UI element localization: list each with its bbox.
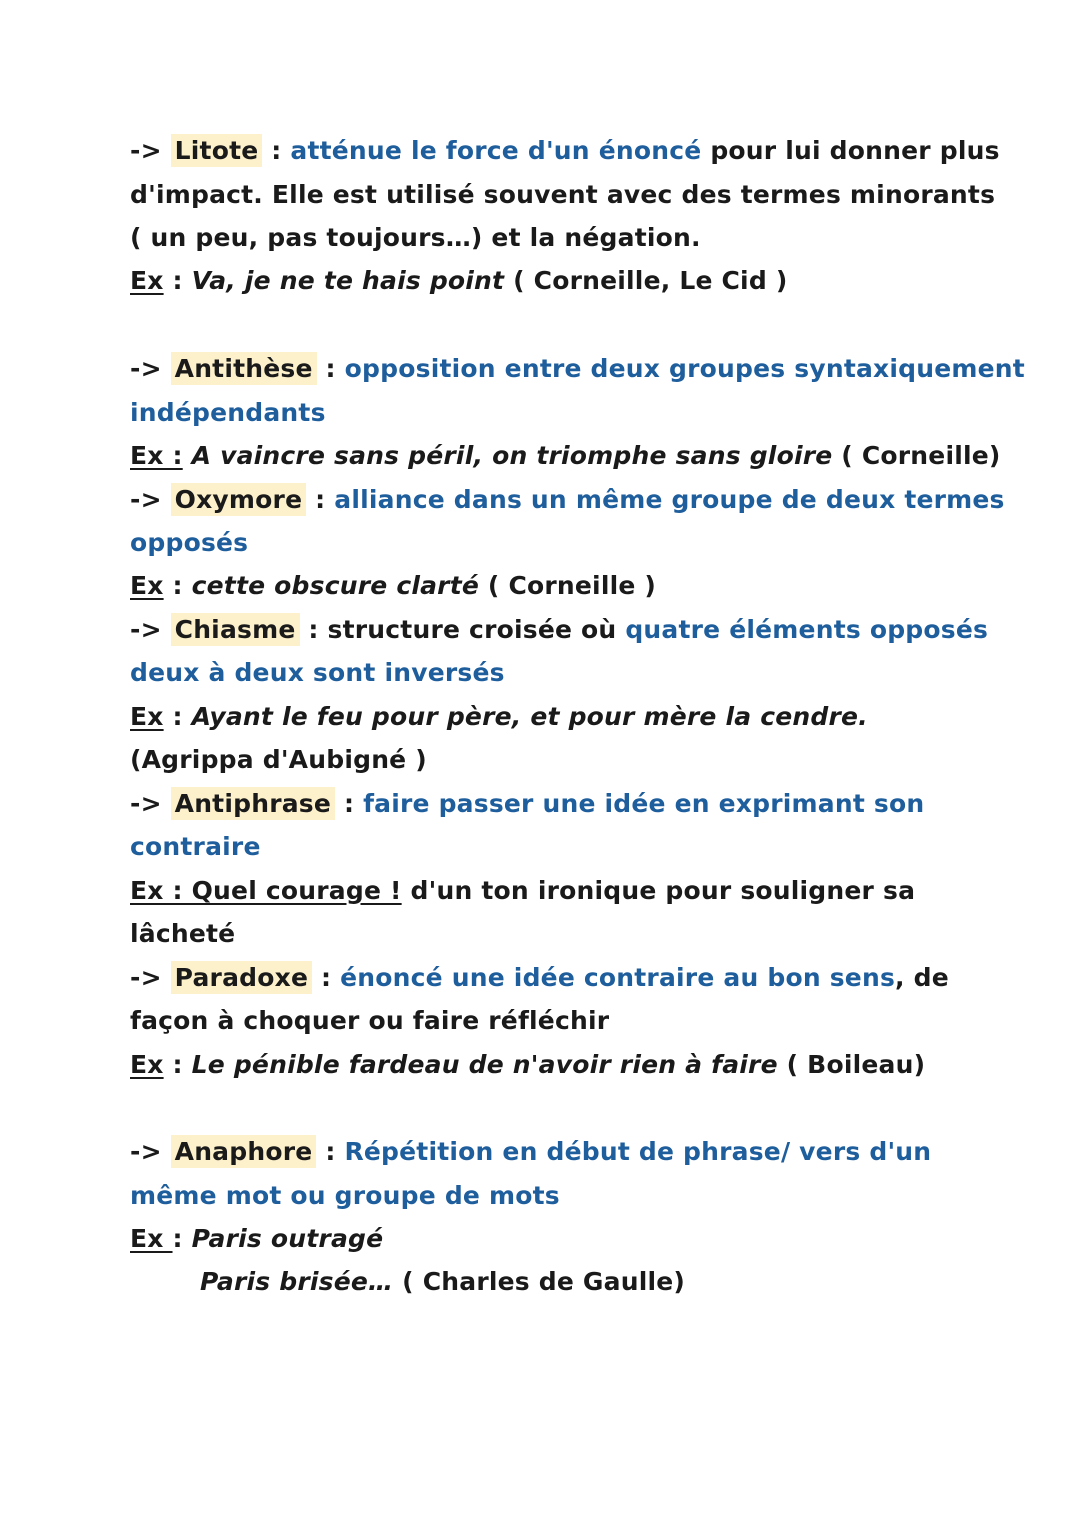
anaphore-example-line-2 <box>200 1262 1080 1302</box>
definition-text: pour lui donner plus <box>701 136 1000 165</box>
term-oxymore: Oxymore <box>171 483 307 516</box>
example-quote: Paris brisée… <box>200 1267 394 1296</box>
term-antithese: Antithèse <box>171 352 317 385</box>
arrow: -> <box>130 963 162 992</box>
arrow: -> <box>130 615 162 644</box>
anaphore-example <box>130 1219 1010 1259</box>
definition-text: , de <box>895 963 949 992</box>
antiphrase-definition-line-1 <box>130 784 1010 824</box>
definition-highlight: atténue le force d'un énoncé <box>290 136 702 165</box>
separator: : <box>316 1137 345 1166</box>
example-source: ( Charles de Gaulle) <box>393 1267 686 1296</box>
separator: : <box>316 354 345 383</box>
example-label: Ex : <box>130 441 183 470</box>
example-separator: : <box>172 1224 192 1253</box>
example-label: Ex <box>130 266 164 295</box>
paradoxe-definition-line-2: façon à choquer ou faire réfléchir <box>130 1006 610 1035</box>
example-separator: : <box>163 571 192 600</box>
example-label: Ex <box>130 1224 173 1253</box>
example-source: ( Corneille) <box>832 441 1001 470</box>
arrow: -> <box>130 136 162 165</box>
example-quote: Le pénible fardeau de n'avoir rien à faire <box>191 1050 778 1079</box>
arrow: -> <box>130 354 162 383</box>
separator: : <box>312 963 341 992</box>
separator: : <box>299 615 328 644</box>
example-quote: Va, je ne te hais point <box>191 266 505 295</box>
separator: : <box>306 485 335 514</box>
antithese-definition-line-2: indépendants <box>130 398 326 427</box>
arrow: -> <box>130 485 162 514</box>
example-label: Ex <box>130 1050 164 1079</box>
arrow: -> <box>130 789 162 818</box>
example-label: Ex : Quel courage ! <box>130 876 402 905</box>
term-chiasme: Chiasme <box>171 613 300 646</box>
example-quote: Ayant le feu pour père, et pour mère la cendre. <box>191 702 868 731</box>
antithese-definition-line-1 <box>130 349 1025 389</box>
chiasme-example <box>130 697 1010 737</box>
oxymore-definition-line-2: opposés <box>130 528 249 557</box>
oxymore-definition-line-1 <box>130 480 1010 520</box>
example-separator: : <box>163 266 192 295</box>
example-source: ( Boileau) <box>777 1050 926 1079</box>
definition-highlight: faire passer une idée en exprimant son <box>363 789 925 818</box>
example-quote: cette obscure clarté <box>191 571 480 600</box>
term-anaphore: Anaphore <box>171 1135 317 1168</box>
chiasme-definition-line-1 <box>130 610 1010 650</box>
definition-highlight: énoncé une idée contraire au bon sens <box>340 963 896 992</box>
definition-text: structure croisée où <box>327 615 626 644</box>
example-separator: : <box>163 1050 192 1079</box>
example-quote: A vaincre sans péril, on triomphe sans gloire <box>182 441 833 470</box>
litote-example <box>130 261 1010 301</box>
separator: : <box>262 136 291 165</box>
antiphrase-example <box>130 871 1010 911</box>
example-separator: : <box>163 702 192 731</box>
definition-highlight: quatre éléments opposés <box>625 615 989 644</box>
arrow: -> <box>130 1137 162 1166</box>
antiphrase-example-line-2: lâcheté <box>130 919 236 948</box>
litote-definition-line-3: ( un peu, pas toujours…) et la négation. <box>130 223 701 252</box>
example-text: d'un ton ironique pour souligner sa <box>401 876 916 905</box>
antiphrase-definition-line-2: contraire <box>130 832 261 861</box>
litote-definition-line-1 <box>130 131 1010 171</box>
term-paradoxe: Paradoxe <box>171 961 312 994</box>
example-label: Ex <box>130 702 164 731</box>
definition-highlight: Répétition en début de phrase/ vers d'un <box>344 1137 932 1166</box>
example-quote: Paris outragé <box>191 1224 384 1253</box>
anaphore-definition-line-1 <box>130 1132 1010 1172</box>
litote-definition-line-2: d'impact. Elle est utilisé souvent avec des termes minorants <box>130 180 996 209</box>
term-litote: Litote <box>171 134 263 167</box>
paradoxe-example <box>130 1045 1010 1085</box>
anaphore-definition-line-2: même mot ou groupe de mots <box>130 1181 560 1210</box>
paradoxe-definition-line-1 <box>130 958 1010 998</box>
definition-highlight: alliance dans un même groupe de deux termes <box>334 485 1005 514</box>
chiasme-example-source: (Agrippa d'Aubigné ) <box>130 745 427 774</box>
example-source: ( Corneille ) <box>479 571 657 600</box>
separator: : <box>335 789 364 818</box>
oxymore-example <box>130 566 1010 606</box>
antithese-example <box>130 436 1010 476</box>
example-source: ( Corneille, Le Cid ) <box>504 266 788 295</box>
chiasme-definition-line-2: deux à deux sont inversés <box>130 658 505 687</box>
example-label: Ex <box>130 571 164 600</box>
definition-highlight: opposition entre deux groupes syntaxiquement <box>344 354 1025 383</box>
term-antiphrase: Antiphrase <box>171 787 335 820</box>
